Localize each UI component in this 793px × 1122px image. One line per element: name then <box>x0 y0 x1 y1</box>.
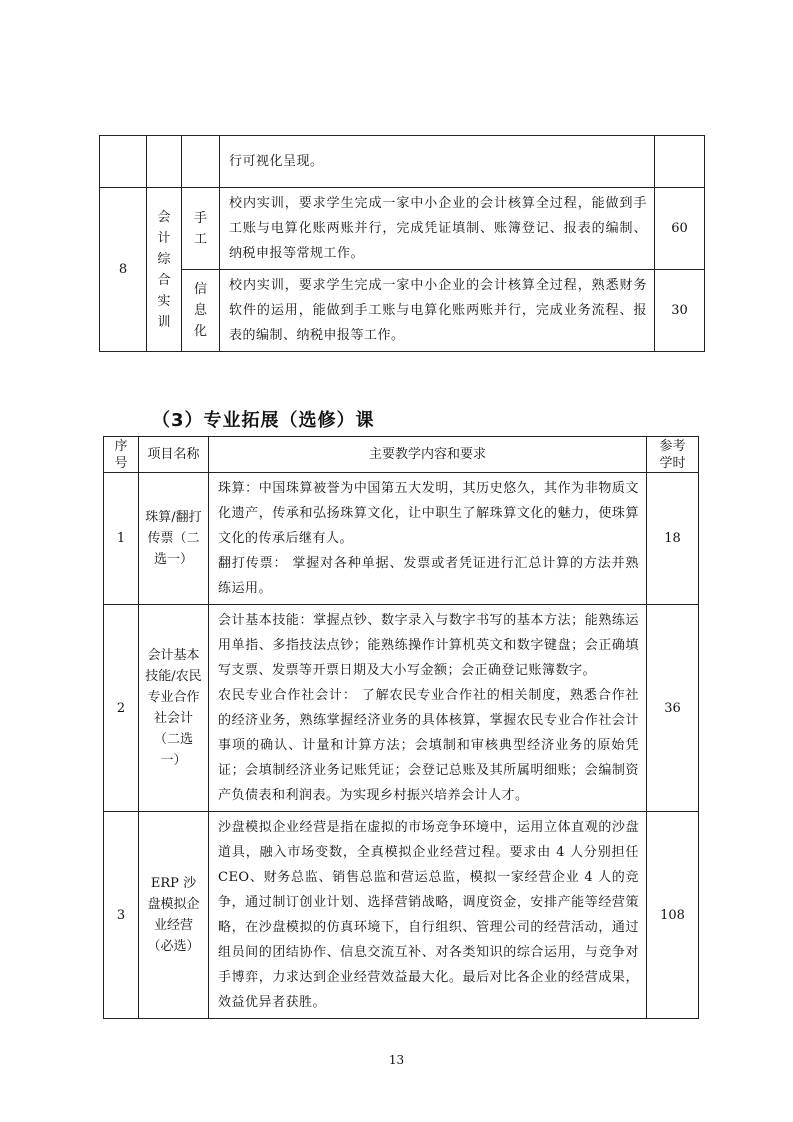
table-row <box>100 136 705 188</box>
sub-char: 化 <box>193 324 207 339</box>
table-row <box>104 605 699 812</box>
table-row <box>100 270 705 352</box>
hours-cell <box>655 136 705 188</box>
name-cell: 珠算/翻打传票（二选一） <box>139 473 209 605</box>
name-char: 会 <box>157 209 171 225</box>
course-table <box>103 436 699 1019</box>
sub-char: 工 <box>193 231 207 247</box>
content-cell: 校内实训，要求学生完成一家中小企业的会计核算全过程，能做到手工账与电算化账两账并行，完成凭证填制、账簿登记、报表的编制、纳税申报等常规工作。 <box>220 188 655 270</box>
seq-cell: 8 <box>100 188 147 352</box>
name-char: 合 <box>157 272 171 288</box>
header-row <box>104 437 699 473</box>
hours-cell: 18 <box>647 473 699 605</box>
sub-char: 息 <box>193 303 207 318</box>
header-name: 项目名称 <box>139 437 209 473</box>
hours-cell: 60 <box>655 188 705 270</box>
name-cell <box>147 136 182 188</box>
seq-cell: 1 <box>104 473 139 605</box>
sub-char: 手 <box>193 210 207 226</box>
seq-cell: 2 <box>104 605 139 812</box>
name-char: 综 <box>157 251 171 267</box>
content-cell: 校内实训，要求学生完成一家中小企业的会计核算全过程，熟悉财务软件的运用，能做到手工账与电算化账两账并行，完成业务流程、报表的编制、纳税申报等工作。 <box>220 270 655 352</box>
vertical-sub <box>182 208 219 250</box>
seq-cell: 3 <box>104 812 139 1019</box>
table-row <box>104 473 699 605</box>
sub-cell <box>182 188 220 270</box>
hours-cell: 36 <box>647 605 699 812</box>
vertical-name <box>147 207 181 333</box>
table-row <box>104 812 699 1019</box>
header-hours: 参考 学时 <box>647 437 699 473</box>
hours-cell: 108 <box>647 812 699 1019</box>
sub-cell <box>182 270 220 352</box>
content-cell: 行可视化呈现。 <box>220 136 655 188</box>
training-table <box>99 135 705 352</box>
vertical-sub <box>182 279 219 342</box>
name-cell: ERP 沙盘模拟企业经营（必选） <box>139 812 209 1019</box>
name-char: 实 <box>157 293 171 309</box>
content-cell: 珠算：中国珠算被誉为中国第五大发明，其历史悠久，其作为非物质文化遗产，传承和弘扬珠算文化，让中职生了解珠算文化的魅力，使珠算文化的传承后继有人。 翻打传票： 掌握对各种单据、发票或者凭证进行汇总计算的方法并熟练运用。 <box>209 473 647 605</box>
page-number: 13 <box>388 1053 405 1067</box>
content-cell: 沙盘模拟企业经营是指在虚拟的市场竞争环境中，运用立体直观的沙盘道具，融入市场变数，全真模拟企业经营过程。要求由 4 人分别担任 CEO、财务总监、销售总监和营运总监，模拟一家经营企业 4 人的竞争，通过制订创业计划、选择营销战略，调度资金，安排产能等经营策略，在沙盘模拟的仿真环境下，自行组织、管理公司的经营活动，通过组员间的团结协作、信息交流互补、对各类知识的综合运用，与竞争对手博弈，力求达到企业经营效益最大化。最后对比各企业的经营成果，效益优异者获胜。 <box>209 812 647 1019</box>
content-cell: 会计基本技能：掌握点钞、数字录入与数字书写的基本方法；能熟练运用单指、多指技法点钞；能熟练操作计算机英文和数字键盘；会正确填写支票、发票等开票日期及大小写金额；会正确登记账簿数字。 农民专业合作社会计： 了解农民专业合作社的相关制度，熟悉合作社的经济业务，熟练掌握经济业务的具体核算，掌握农民专业合作社会计事项的确认、计量和计算方法；会填制和审核典型经济业务的原始凭证；会填制经济业务记账凭证；会登记总账及其所属明细账；会编制资产负债表和利润表。为实现乡村振兴培养会计人才。 <box>209 605 647 812</box>
header-content: 主要教学内容和要求 <box>209 437 647 473</box>
seq-cell <box>100 136 147 188</box>
table-row <box>100 188 705 270</box>
sub-char: 信 <box>193 282 207 297</box>
name-cell <box>147 188 182 352</box>
header-seq: 序 号 <box>104 437 139 473</box>
name-char: 计 <box>157 230 171 246</box>
name-char: 训 <box>157 314 171 330</box>
section-heading: （3）专业拓展（选修）课 <box>152 410 375 431</box>
name-cell: 会计基本技能/农民专业合作社会计（二选一） <box>139 605 209 812</box>
sub-cell <box>182 136 220 188</box>
hours-cell: 30 <box>655 270 705 352</box>
